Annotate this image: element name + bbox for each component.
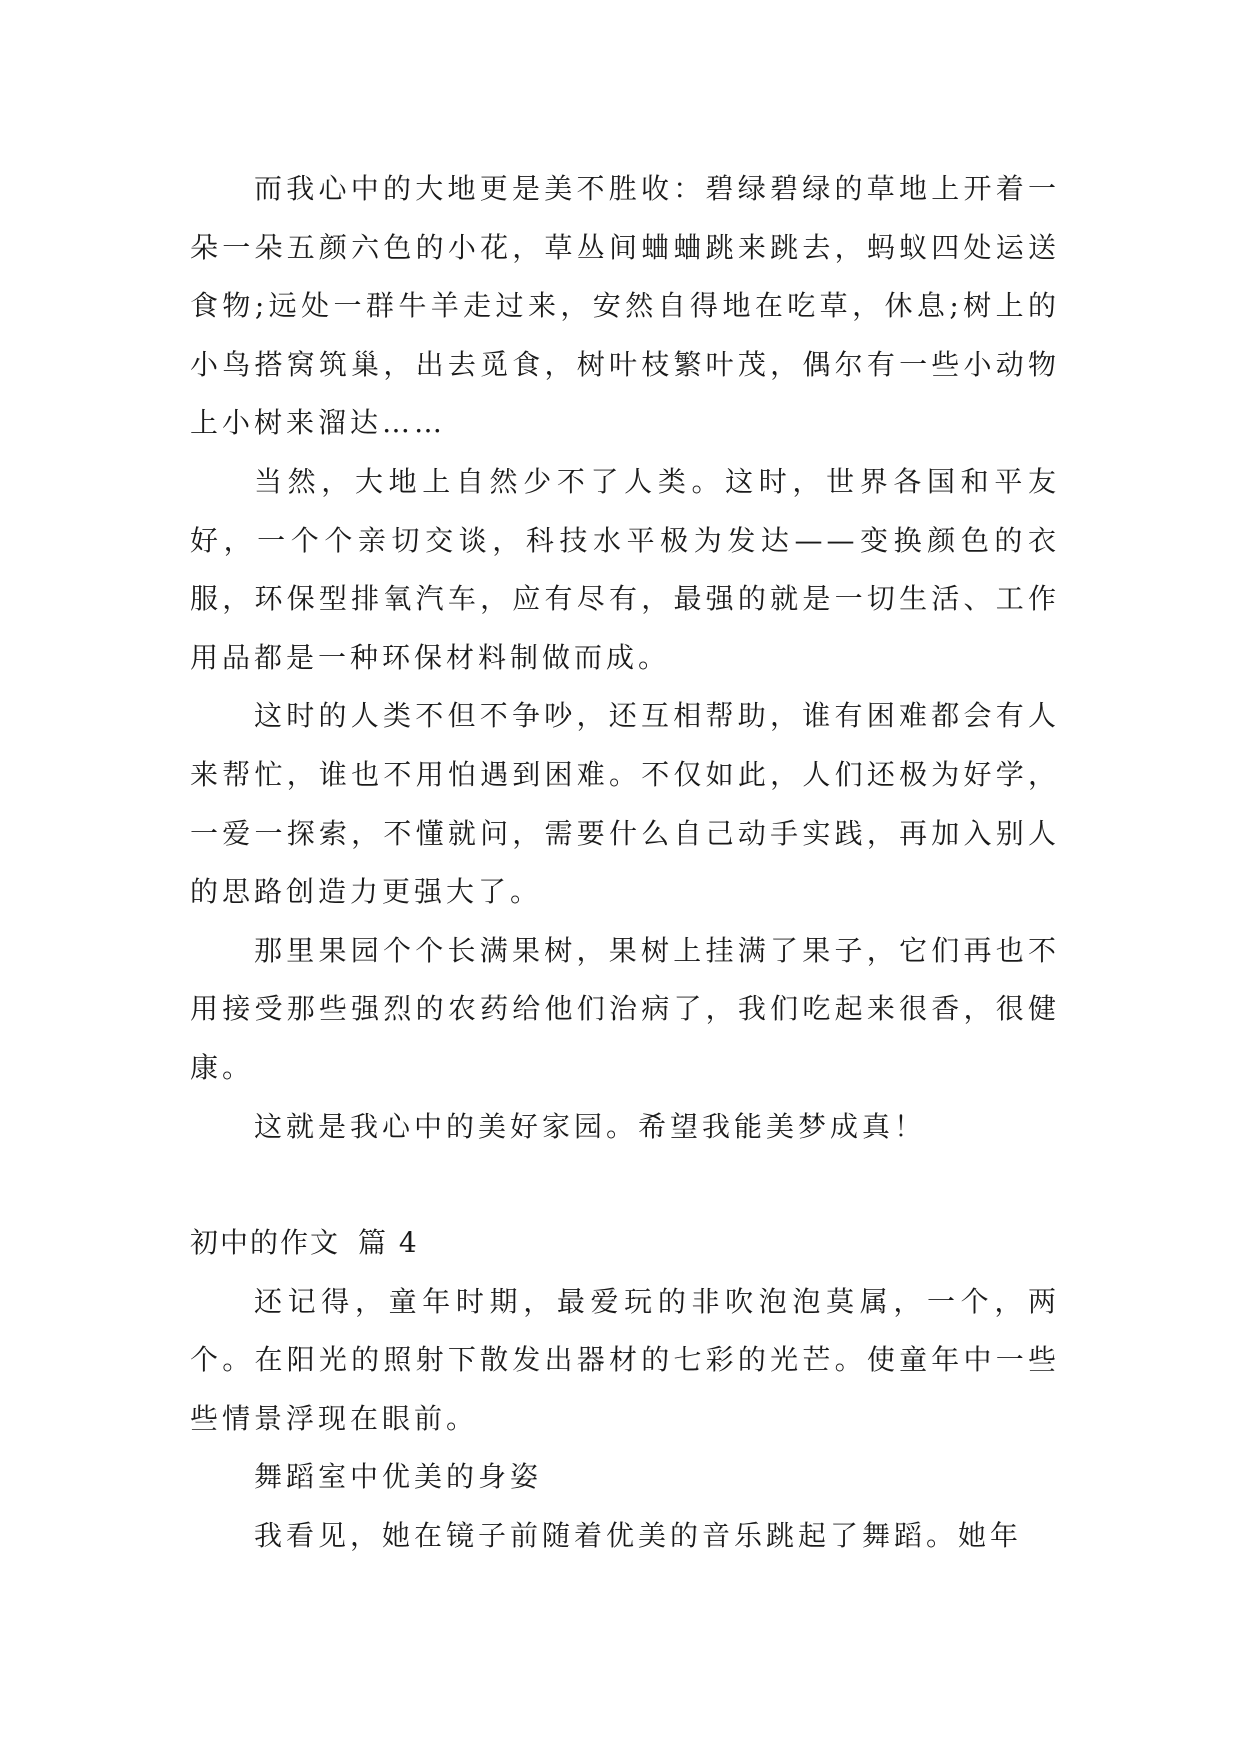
paragraph: 当然，大地上自然少不了人类。这时，世界各国和平友好，一个个亲切交谈，科技水平极为发达——变换颜色的衣服，环保型排氧汽车，应有尽有，最强的就是一切生活、工作用品都是一种环保材料制做而成。: [190, 464, 1060, 674]
paragraph: 我看见，她在镜子前随着优美的音乐跳起了舞蹈。她年: [254, 1519, 1023, 1553]
paragraph: 那里果园个个长满果树，果树上挂满了果子，它们再也不用接受那些强烈的农药给他们治病了，我们吃起来很香，很健康。: [190, 933, 1060, 1084]
section-number: 篇 4: [358, 1226, 419, 1260]
document-body: [190, 160, 1060, 1566]
paragraph: 这时的人类不但不争吵，还互相帮助，谁有困难都会有人来帮忙，谁也不用怕遇到困难。不仅如此，人们还极为好学，一爱一探索，不懂就问，需要什么自己动手实践，再加入别人的思路创造力更强大了。: [190, 699, 1060, 909]
paragraph: 这就是我心中的美好家园。希望我能美梦成真！: [254, 1109, 927, 1143]
subheading-paragraph: 舞蹈室中优美的身姿: [254, 1460, 543, 1494]
section-title: 初中的作文: [190, 1226, 341, 1260]
section-heading: [190, 1214, 1060, 1273]
paragraph: 还记得，童年时期，最爱玩的非吹泡泡莫属，一个，两个。在阳光的照射下散发出器材的七彩的光芒。使童年中一些些情景浮现在眼前。: [190, 1284, 1060, 1435]
paragraph: 而我心中的大地更是美不胜收：碧绿碧绿的草地上开着一朵一朵五颜六色的小花，草丛间蛐蛐跳来跳去，蚂蚁四处运送食物;远处一群牛羊走过来，安然自得地在吃草，休息;树上的小鸟搭窝筑巢，出去觅食，树叶枝繁叶茂，偶尔有一些小动物上小树来溜达……: [190, 172, 1060, 440]
